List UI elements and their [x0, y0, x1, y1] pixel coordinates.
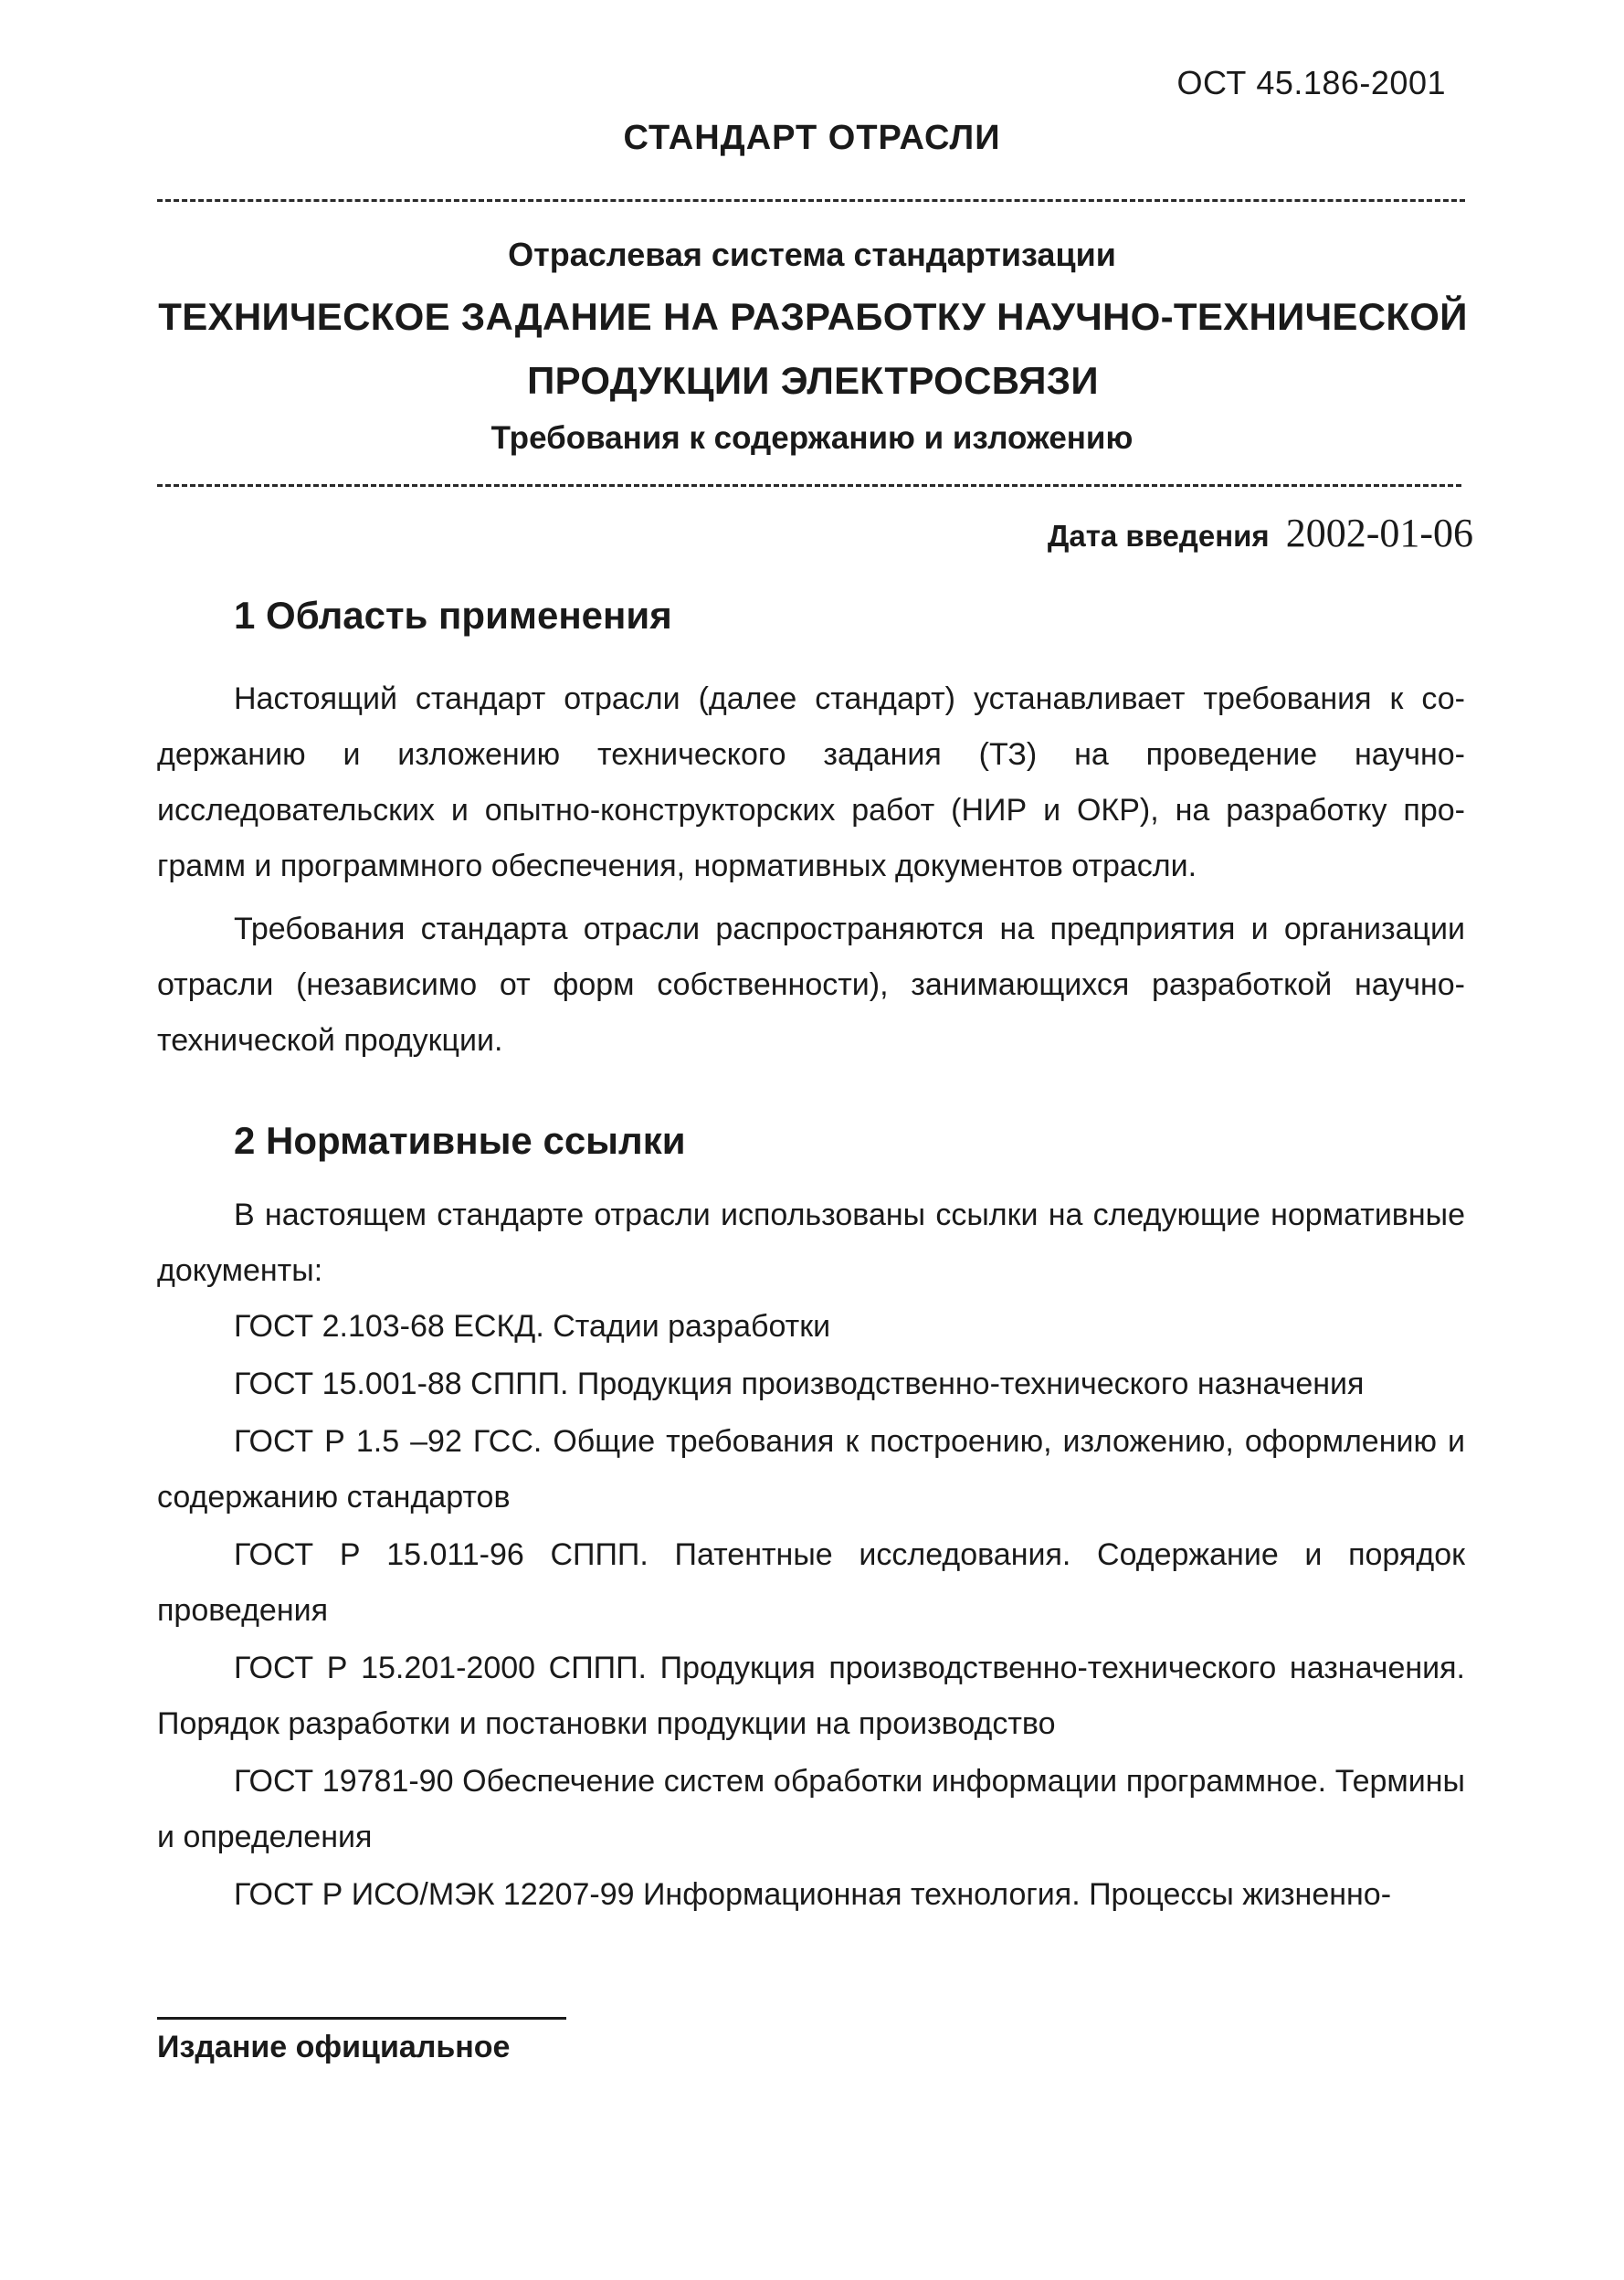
document-subtitle: Требования к содержанию и изложению — [490, 420, 1134, 456]
standard-type-heading: СТАНДАРТ ОТРАСЛИ — [623, 119, 1001, 157]
reference-item: ГОСТ 19781-90 Обеспечение систем обработки информации программное. Термины и определения — [157, 1764, 1465, 1854]
reference-item: ГОСТ Р ИСО/МЭК 12207-99 Информационная технология. Процессы жизненно- — [234, 1877, 1392, 1912]
reference-item: ГОСТ 2.103-68 ЕСКД. Стадии разработки — [234, 1309, 831, 1344]
standardization-system-title: Отраслевая система стандартизации — [508, 236, 1116, 273]
section-2-heading: 2 Нормативные ссылки — [234, 1119, 686, 1162]
section-1-heading: 1 Область применения — [234, 594, 672, 637]
introduction-date-value: 2002-01-06 — [1285, 511, 1473, 555]
bottom-dashed-divider — [157, 484, 1461, 487]
official-edition-note: Издание официальное — [157, 2030, 511, 2064]
document-code: ОСТ 45.186-2001 — [1176, 64, 1446, 101]
reference-item: ГОСТ Р 1.5 –92 ГСС. Общие требования к построению, изложению, оформлению и содержанию стандартов — [157, 1424, 1465, 1515]
introduction-date — [1048, 510, 1473, 556]
normative-references-list — [157, 1299, 1465, 1925]
section-1-paragraph: Настоящий стандарт отрасли (далее стандарт) устанавливает требования к содержанию и изложению технического задания (ТЗ) на проведение научно-исследовательских и опытно-конструкторских работ (НИР и ОКР), на разработку программ и программного обеспечения, нормативных документов отрасли. — [157, 681, 1465, 883]
section-2-paragraph: В настоящем стандарте отрасли использованы ссылки на следующие нормативные документы: — [157, 1198, 1465, 1288]
reference-item: ГОСТ 15.001-88 СППП. Продукция производственно-технического назначения — [234, 1367, 1365, 1401]
reference-item: ГОСТ Р 15.201-2000 СППП. Продукция производственно-технического назначения. Порядок разработки и постановки продукции на производство — [157, 1651, 1465, 1741]
footnote-divider — [157, 2017, 566, 2020]
reference-item: ГОСТ Р 15.011-96 СППП. Патентные исследования. Содержание и порядок проведения — [157, 1537, 1465, 1628]
introduction-date-label: Дата введения — [1047, 519, 1270, 553]
document-title: ТЕХНИЧЕСКОЕ ЗАДАНИЕ НА РАЗРАБОТКУ НАУЧНО-ТЕХНИЧЕСКОЙ ПРОДУКЦИИ ЭЛЕКТРОСВЯЗИ — [158, 295, 1468, 402]
top-dashed-divider — [157, 199, 1465, 202]
section-1-paragraph: Требования стандарта отрасли распространяются на предприятия и организации отрасли (независимо от форм собственности), занимающихся разработкой научно-технической продукции. — [157, 912, 1465, 1058]
